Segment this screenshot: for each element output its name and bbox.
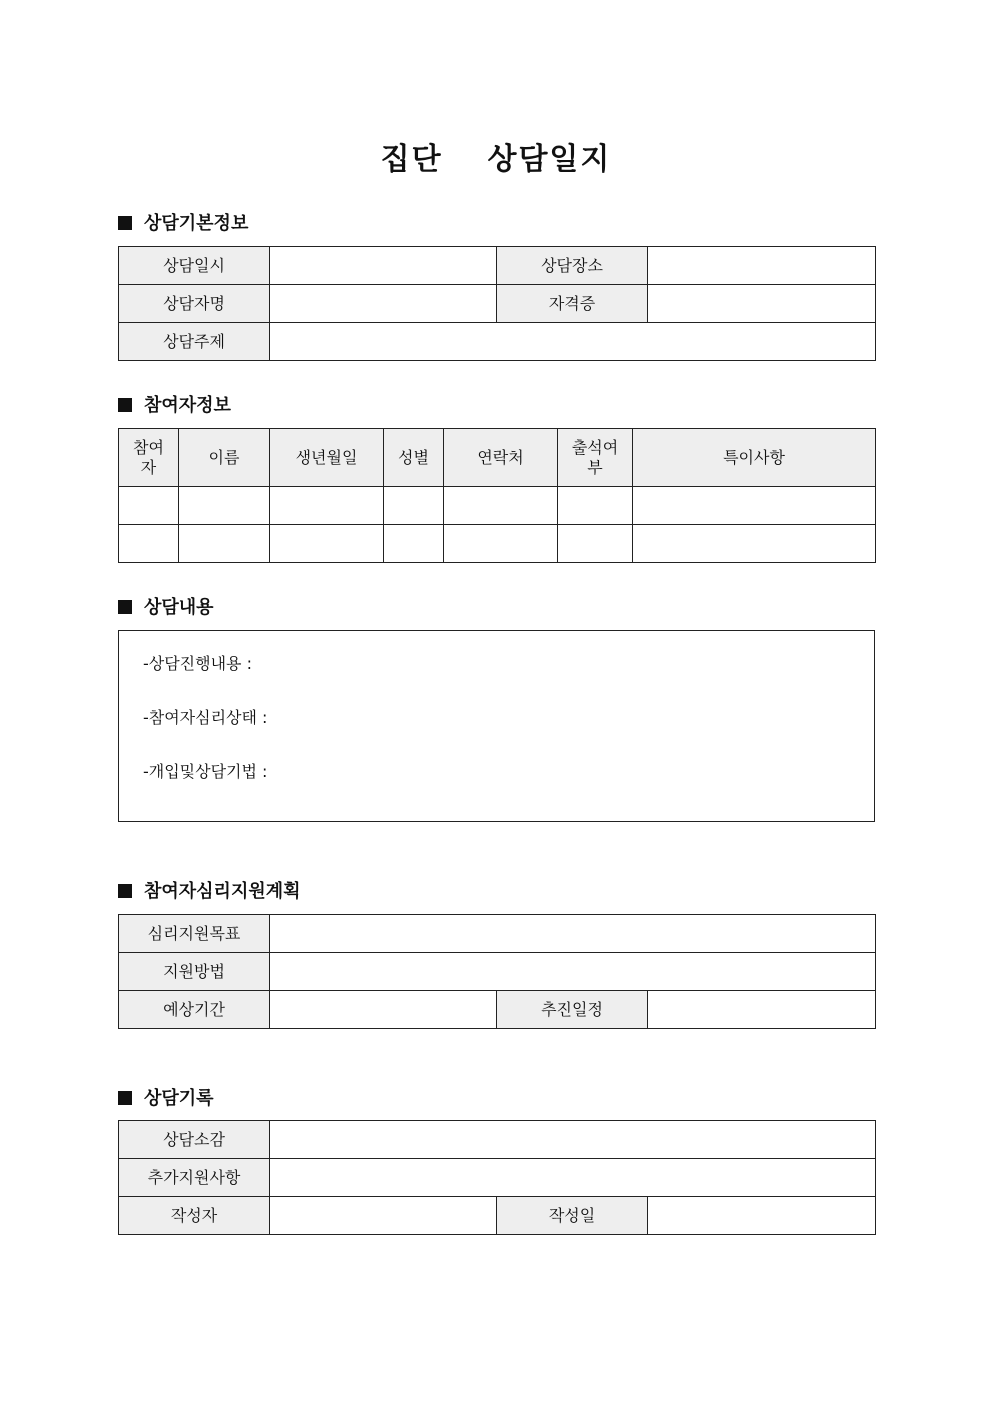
table-header-row bbox=[119, 429, 876, 487]
additional-support-label: 추가지원사항 bbox=[119, 1159, 270, 1197]
counsel-place-field[interactable] bbox=[648, 247, 876, 285]
record-table bbox=[118, 1120, 876, 1235]
square-bullet-icon bbox=[118, 884, 132, 898]
header-remarks: 특이사항 bbox=[633, 429, 876, 487]
writer-field[interactable] bbox=[270, 1197, 497, 1235]
cell[interactable] bbox=[119, 525, 179, 563]
progress-label: -상담진행내용 : bbox=[143, 654, 252, 673]
header-contact: 연락처 bbox=[444, 429, 558, 487]
section-title: 참여자심리지원계획 bbox=[144, 881, 301, 902]
table-row bbox=[119, 1159, 876, 1197]
header-name: 이름 bbox=[179, 429, 270, 487]
participant-table bbox=[118, 428, 876, 563]
table-row bbox=[119, 285, 876, 323]
writer-label: 작성자 bbox=[119, 1197, 270, 1235]
license-label: 자격증 bbox=[497, 285, 648, 323]
counsel-content-box[interactable] bbox=[118, 630, 875, 822]
cell[interactable] bbox=[558, 487, 633, 525]
section-heading-record bbox=[118, 1086, 214, 1112]
section-title: 상담내용 bbox=[144, 597, 214, 618]
square-bullet-icon bbox=[118, 216, 132, 230]
section-heading-basic bbox=[118, 211, 248, 237]
schedule-field[interactable] bbox=[648, 991, 876, 1029]
table-row bbox=[119, 991, 876, 1029]
section-heading-content bbox=[118, 595, 214, 621]
cell[interactable] bbox=[444, 525, 558, 563]
support-method-label: 지원방법 bbox=[119, 953, 270, 991]
table-row bbox=[119, 1197, 876, 1235]
counselor-name-field[interactable] bbox=[270, 285, 497, 323]
cell[interactable] bbox=[444, 487, 558, 525]
section-title: 상담기록 bbox=[144, 1088, 214, 1109]
support-goal-field[interactable] bbox=[270, 915, 876, 953]
cell[interactable] bbox=[384, 487, 444, 525]
table-row bbox=[119, 525, 876, 563]
cell[interactable] bbox=[558, 525, 633, 563]
basic-info-table bbox=[118, 246, 876, 361]
page-title: 집단 상담일지 bbox=[380, 142, 612, 177]
header-gender: 성별 bbox=[384, 429, 444, 487]
participant-state-label: -참여자심리상태 : bbox=[143, 708, 268, 727]
table-row bbox=[119, 915, 876, 953]
additional-support-field[interactable] bbox=[270, 1159, 876, 1197]
cell[interactable] bbox=[179, 525, 270, 563]
support-goal-label: 심리지원목표 bbox=[119, 915, 270, 953]
section-heading-support-plan bbox=[118, 879, 301, 905]
square-bullet-icon bbox=[118, 398, 132, 412]
section-title: 참여자정보 bbox=[144, 395, 231, 416]
table-row bbox=[119, 953, 876, 991]
technique-label: -개입및상담기법 : bbox=[143, 762, 268, 781]
section-title: 상담기본정보 bbox=[144, 213, 249, 234]
cell[interactable] bbox=[270, 525, 384, 563]
counsel-place-label: 상담장소 bbox=[497, 247, 648, 285]
counselor-name-label: 상담자명 bbox=[119, 285, 270, 323]
counsel-date-field[interactable] bbox=[270, 247, 497, 285]
impression-label: 상담소감 bbox=[119, 1121, 270, 1159]
header-attendance: 출석여 부 bbox=[558, 429, 633, 487]
cell[interactable] bbox=[119, 487, 179, 525]
support-plan-table bbox=[118, 914, 876, 1029]
counsel-date-label: 상담일시 bbox=[119, 247, 270, 285]
table-row bbox=[119, 1121, 876, 1159]
table-row bbox=[119, 323, 876, 361]
license-field[interactable] bbox=[648, 285, 876, 323]
support-method-field[interactable] bbox=[270, 953, 876, 991]
cell[interactable] bbox=[384, 525, 444, 563]
section-heading-participants bbox=[118, 393, 231, 419]
cell[interactable] bbox=[270, 487, 384, 525]
table-row bbox=[119, 247, 876, 285]
impression-field[interactable] bbox=[270, 1121, 876, 1159]
schedule-label: 추진일정 bbox=[497, 991, 648, 1029]
cell[interactable] bbox=[633, 487, 876, 525]
counsel-topic-label: 상담주제 bbox=[119, 323, 270, 361]
table-row bbox=[119, 487, 876, 525]
header-birthdate: 생년월일 bbox=[270, 429, 384, 487]
expected-period-label: 예상기간 bbox=[119, 991, 270, 1029]
square-bullet-icon bbox=[118, 1091, 132, 1105]
expected-period-field[interactable] bbox=[270, 991, 497, 1029]
cell[interactable] bbox=[633, 525, 876, 563]
counsel-topic-field[interactable] bbox=[270, 323, 876, 361]
header-participant: 참여 자 bbox=[119, 429, 179, 487]
written-date-field[interactable] bbox=[648, 1197, 876, 1235]
square-bullet-icon bbox=[118, 600, 132, 614]
cell[interactable] bbox=[179, 487, 270, 525]
written-date-label: 작성일 bbox=[497, 1197, 648, 1235]
